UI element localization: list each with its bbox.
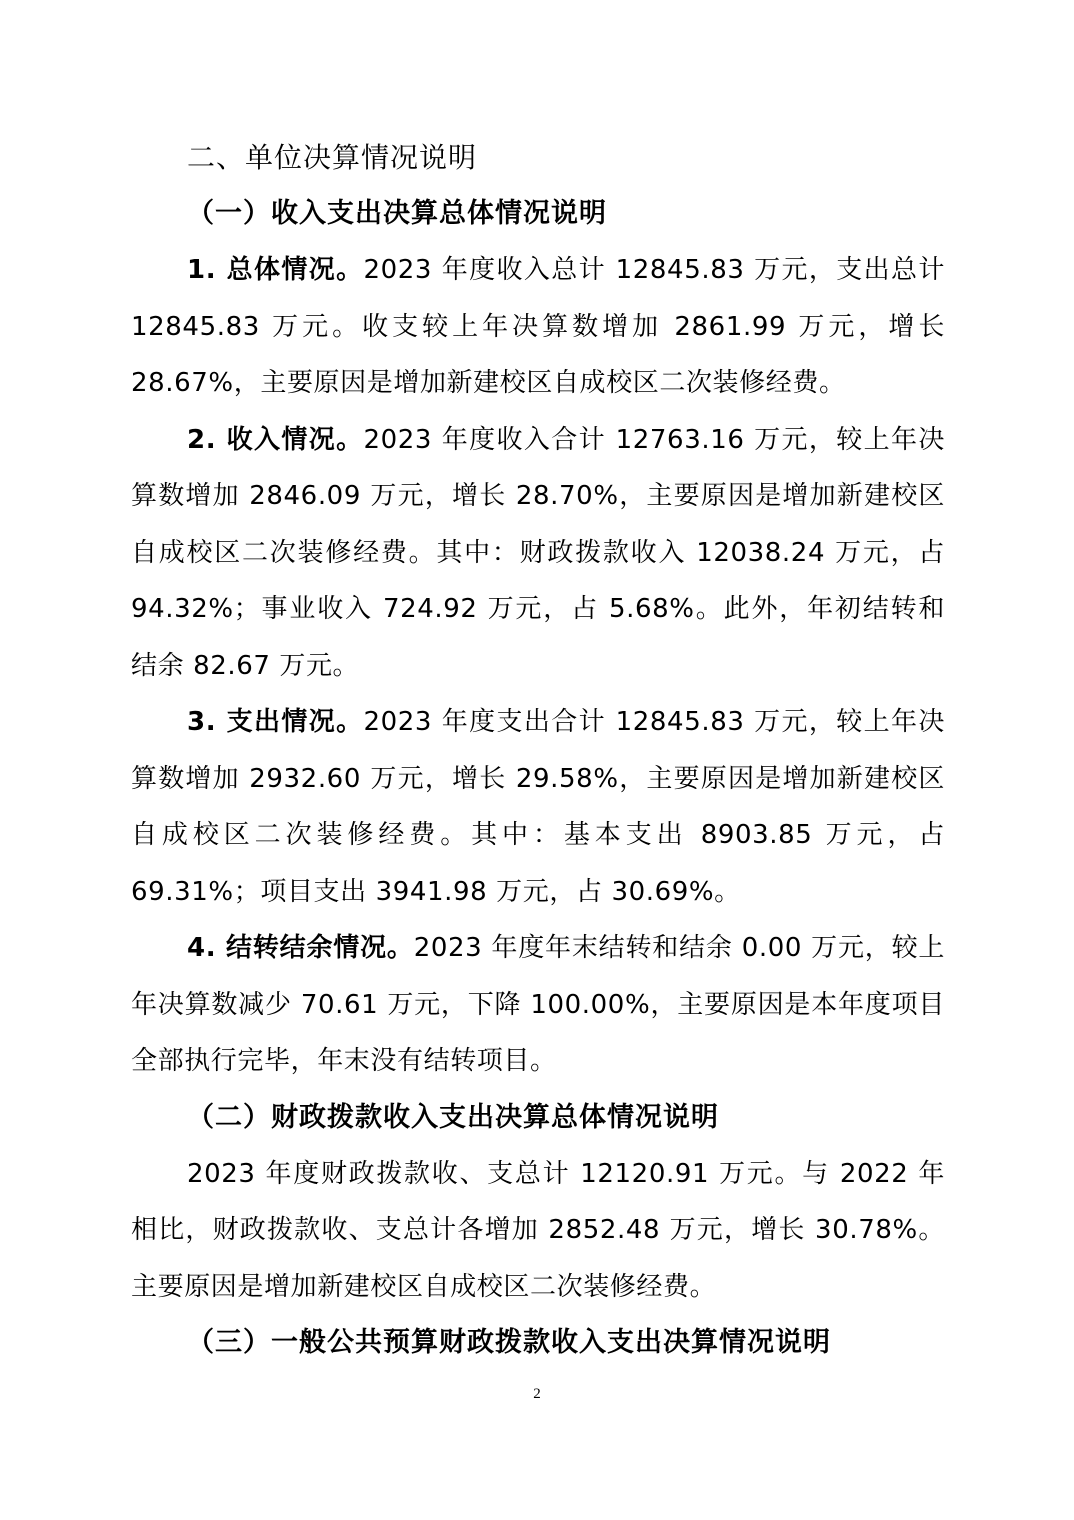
section-title: 二、单位决算情况说明 bbox=[187, 141, 478, 174]
paragraph-text: 2023 年度收入合计 12763.16 万元，较上年决算数增加 2846.09 万元，增长 28.70%，主要原因是增加新建校区自成校区二次装修经费。其中：财政拨款收入 12038.24 万元，占 94.32%；事业收入 724.92 万元，占 5.68%。此外，年初结转和结余 82.67 万元。 bbox=[131, 424, 945, 681]
paragraph-lead: 2. 收入情况。 bbox=[187, 424, 364, 455]
paragraph-carryover bbox=[131, 920, 945, 1090]
paragraph-overall bbox=[131, 242, 945, 412]
subsection-3-title: （三）一般公共预算财政拨款收入支出决算情况说明 bbox=[187, 1327, 831, 1358]
subsection-1-title: （一）收入支出决算总体情况说明 bbox=[187, 198, 607, 229]
paragraph-text: 2023 年度支出合计 12845.83 万元，较上年决算数增加 2932.60 万元，增长 29.58%，主要原因是增加新建校区自成校区二次装修经费。其中：基本支出 8903.85 万元，占 69.31%；项目支出 3941.98 万元，占 30.69%。 bbox=[131, 707, 945, 907]
document-body bbox=[131, 130, 945, 1371]
paragraph-lead: 4. 结转结余情况。 bbox=[187, 933, 414, 963]
paragraph-lead: 3. 支出情况。 bbox=[187, 707, 364, 737]
subsection-2-title: （二）财政拨款收入支出决算总体情况说明 bbox=[187, 1101, 719, 1133]
paragraph-text: 2023 年度收入总计 12845.83 万元，支出总计 12845.83 万元。收支较上年决算数增加 2861.99 万元，增长 28.67%，主要原因是增加新建校区自成校区二次装修经费。 bbox=[131, 255, 945, 398]
paragraph-text: 2023 年度年末结转和结余 0.00 万元，较上年决算数减少 70.61 万元，下降 100.00%，主要原因是本年度项目全部执行完毕，年末没有结转项目。 bbox=[131, 933, 945, 1076]
page-number: 2 bbox=[533, 1386, 541, 1402]
paragraph-fiscal-appropriation: 2023 年度财政拨款收、支总计 12120.91 万元。与 2022 年相比，财政拨款收、支总计各增加 2852.48 万元，增长 30.78%。主要原因是增加新建校区自成校区二次装修经费。 bbox=[131, 1158, 945, 1302]
paragraph-expenditure bbox=[131, 694, 945, 920]
paragraph-lead: 1. 总体情况。 bbox=[187, 255, 364, 285]
paragraph-income bbox=[131, 412, 945, 695]
